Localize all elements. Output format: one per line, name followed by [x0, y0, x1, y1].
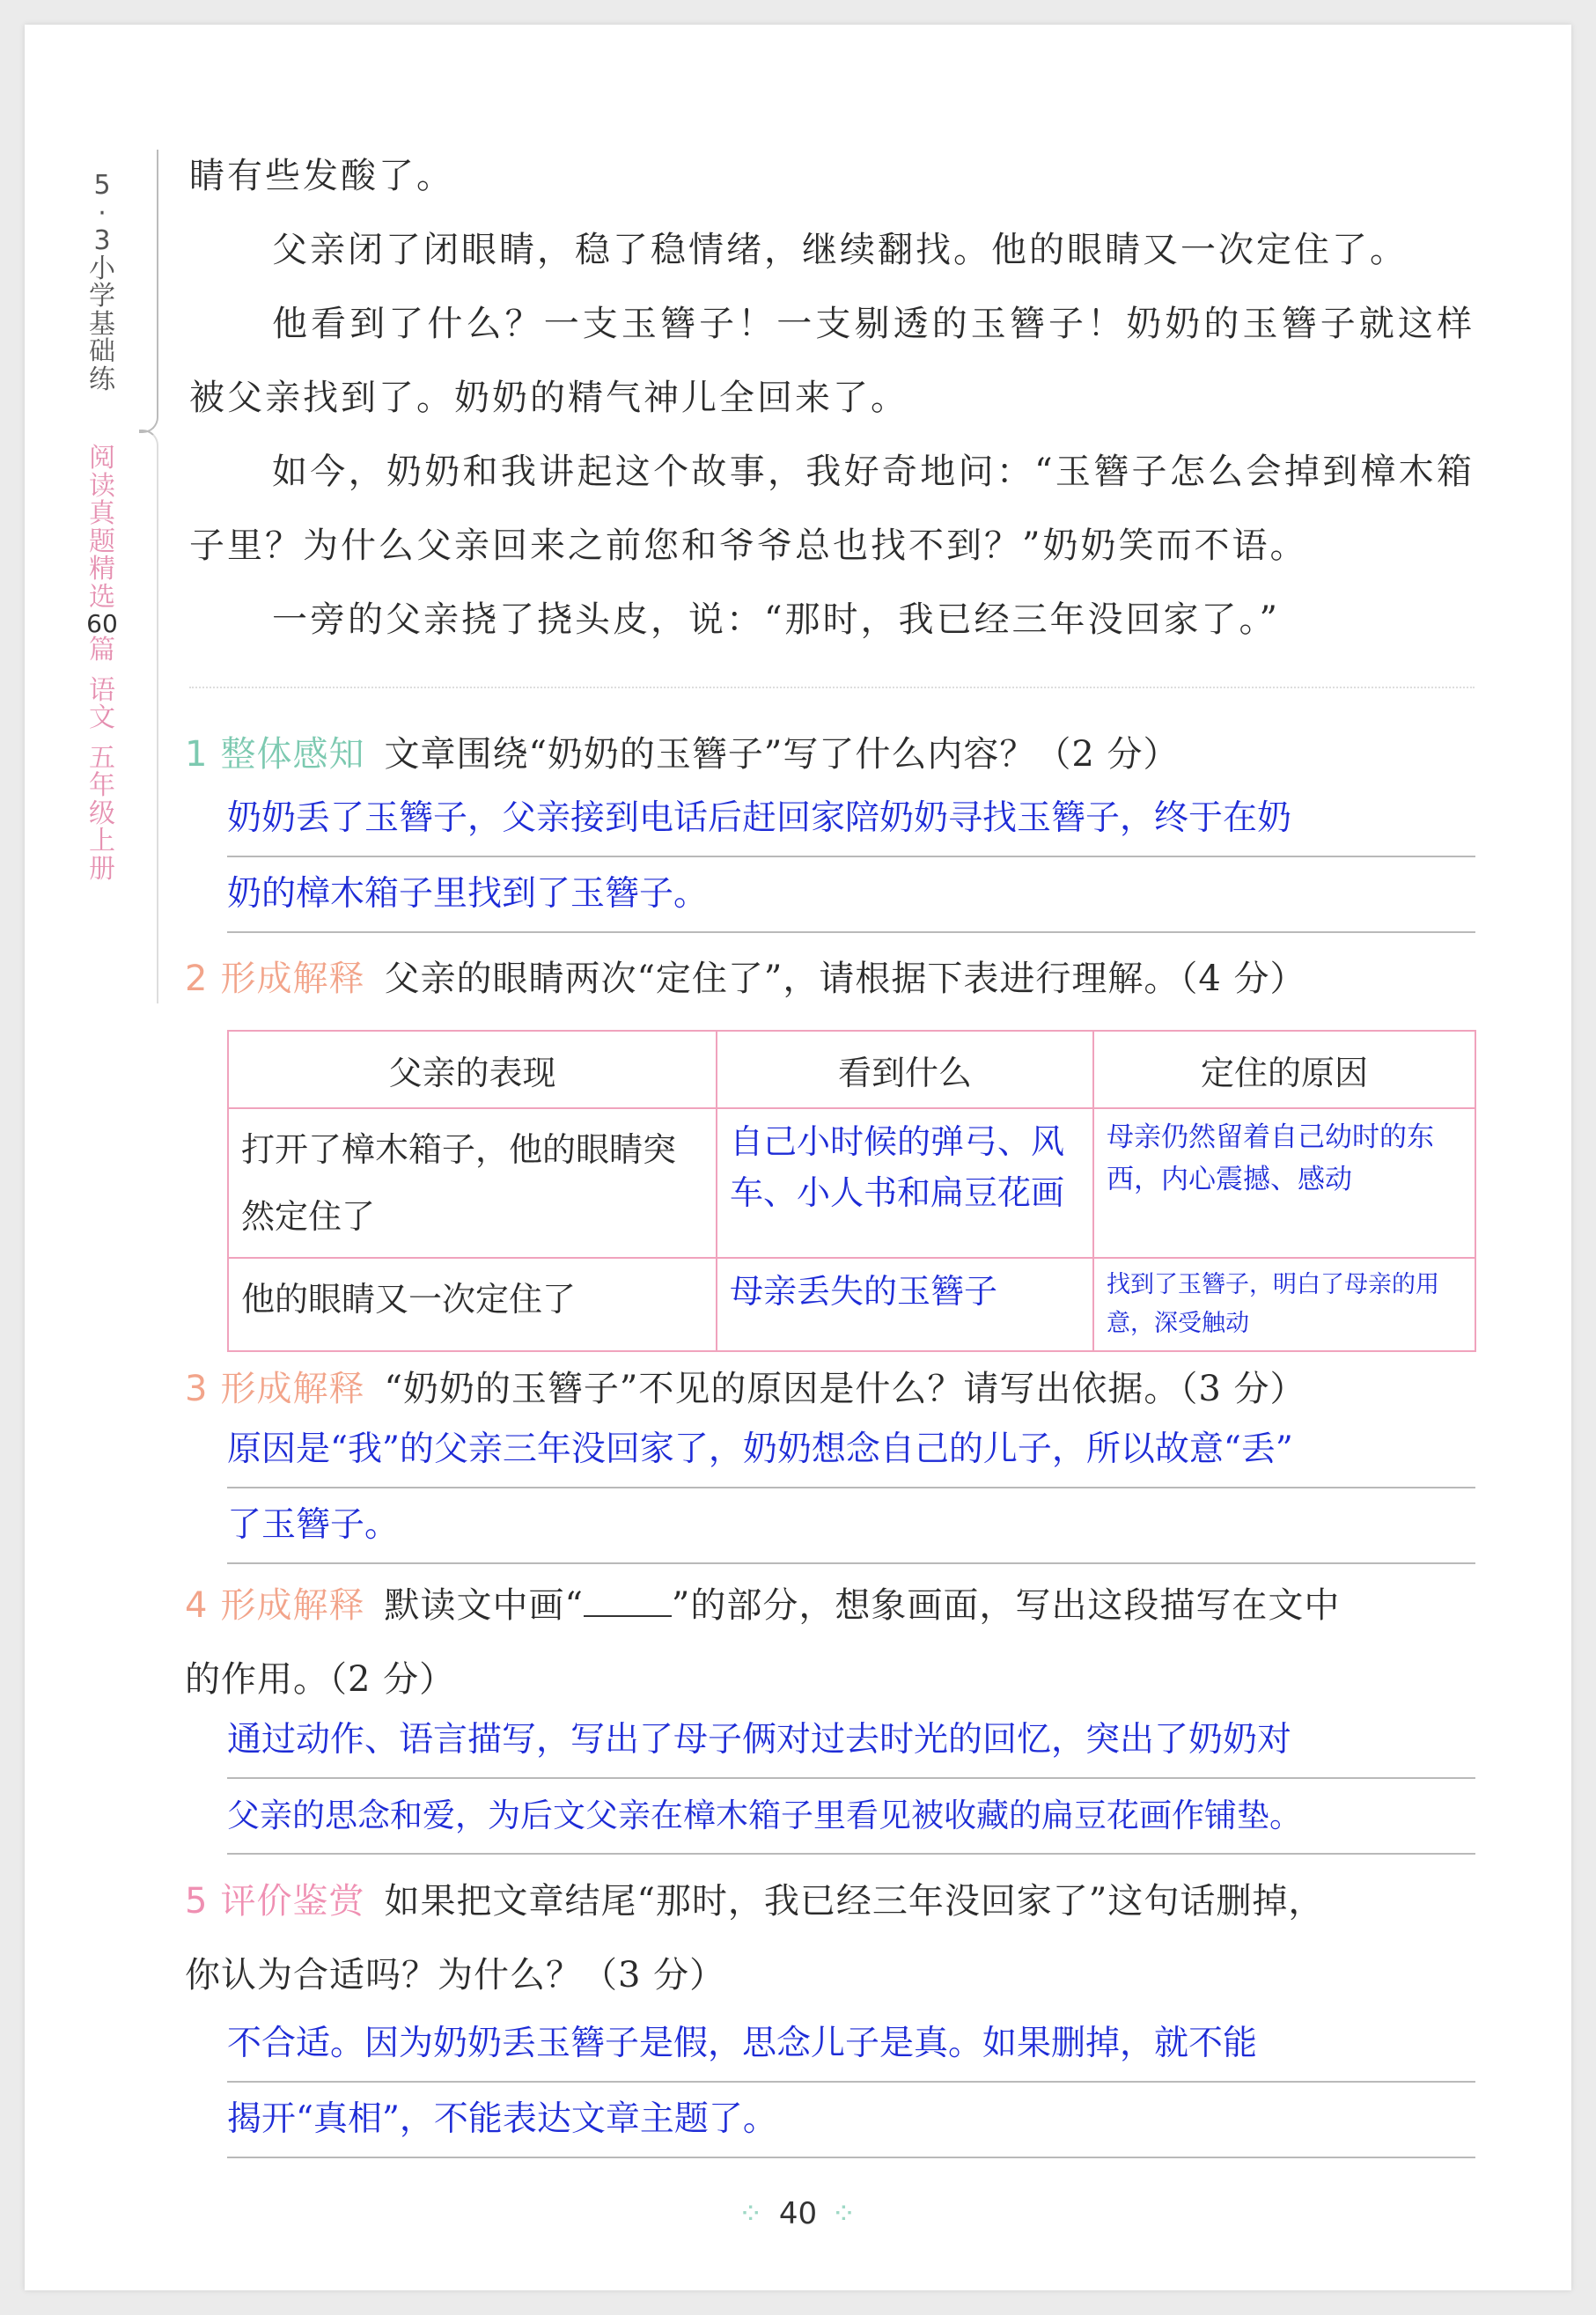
table-answer-cell: 母亲丢失的玉簪子: [717, 1258, 1093, 1351]
reading-passage: [189, 139, 1475, 657]
answer-line: 原因是“我”的父亲三年没回家了，奶奶想念自己的儿子，所以故意“丢”: [227, 1413, 1475, 1488]
passage-paragraph: 睛有些发酸了。: [189, 156, 454, 196]
answer-line: 奶奶丢了玉簪子，父亲接到电话后赶回家陪奶奶寻找玉簪子，终于在奶: [227, 782, 1475, 857]
answer-line: 父亲的思念和爱，为后文父亲在樟木箱子里看见被收藏的扁豆花画作铺垫。: [227, 1779, 1475, 1855]
answer-4: [227, 1703, 1475, 1855]
dots-left-icon: ⁘: [738, 2196, 765, 2231]
passage-paragraph: 如今，奶奶和我讲起这个故事，我好奇地问：“玉簪子怎么会掉到樟木箱子里？为什么父亲回来之前您和爷爷总也找不到？”奶奶笑而不语。: [189, 452, 1475, 566]
answer-3: [227, 1413, 1475, 1564]
question-text: ”的部分，想象画面，写出这段描写在文中: [671, 1585, 1341, 1626]
question-type: 形成解释: [220, 1585, 365, 1626]
question-type: 整体感知: [220, 734, 365, 775]
question-text: 你认为合适吗？为什么？（3 分）: [185, 1955, 726, 1995]
question-text: 父亲的眼睛两次“定住了”，请根据下表进行理解。（4 分）: [384, 959, 1306, 999]
answer-5: [227, 2007, 1475, 2158]
question-2: [185, 942, 1479, 1016]
passage-paragraph: 他看到了什么？一支玉簪子！一支剔透的玉簪子！奶奶的玉簪子就这样被父亲找到了。奶奶的精气神儿全回来了。: [189, 304, 1475, 418]
question-text: 默读文中画“: [384, 1585, 584, 1626]
series-char: 文: [89, 702, 115, 734]
brand-char: ·: [98, 197, 107, 229]
series-char: 读: [89, 470, 115, 502]
question-type: 评价鉴赏: [220, 1881, 365, 1922]
series-char: 阅: [89, 443, 115, 474]
table-header: 看到什么: [717, 1031, 1093, 1108]
section-divider: [189, 687, 1475, 688]
brand-char: 小: [89, 253, 115, 284]
series-brand: [85, 172, 120, 393]
brand-char: 3: [93, 225, 111, 256]
brand-char: 学: [89, 281, 115, 312]
table-header: 父亲的表现: [228, 1031, 717, 1108]
series-number: 60: [86, 609, 118, 638]
answer-line: 奶的樟木箱子里找到了玉簪子。: [227, 857, 1475, 933]
underline-blank: [584, 1580, 672, 1617]
brand-char: 5: [93, 170, 111, 201]
table-cell: 打开了樟木箱子，他的眼睛突然定住了: [228, 1108, 717, 1258]
answer-line: 揭开“真相”，不能表达文章主题了。: [227, 2083, 1475, 2158]
series-char: 上: [89, 826, 115, 857]
table-header-row: [228, 1031, 1475, 1108]
question-type: 形成解释: [220, 959, 365, 999]
question-text: 如果把文章结尾“那时，我已经三年没回家了”这句话删掉，: [384, 1881, 1325, 1922]
question-text: 文章围绕“奶奶的玉簪子”写了什么内容？（2 分）: [384, 734, 1180, 775]
answer-line: 不合适。因为奶奶丢玉簪子是假，思念儿子是真。如果删掉，就不能: [227, 2007, 1475, 2083]
series-char: 精: [89, 554, 115, 584]
series-char: 选: [89, 581, 115, 613]
analysis-table: [227, 1030, 1476, 1352]
table-row: [228, 1258, 1475, 1351]
table-answer-cell: 找到了玉簪子，明白了母亲的用意，深受触动: [1093, 1258, 1475, 1351]
question-number: 2: [185, 959, 209, 999]
series-char: 年: [89, 770, 115, 802]
table-row: [228, 1108, 1475, 1258]
passage-paragraph: 父亲闭了闭眼睛，稳了稳情绪，继续翻找。他的眼睛又一次定住了。: [272, 230, 1408, 270]
question-text: 的作用。（2 分）: [185, 1659, 456, 1700]
series-char: 篇: [89, 635, 115, 666]
answer-1: [227, 782, 1475, 933]
table-answer-cell: 母亲仍然留着自己幼时的东西，内心震撼、感动: [1093, 1108, 1475, 1258]
question-number: 3: [185, 1369, 209, 1409]
page-number-text: 40: [778, 2196, 818, 2231]
series-char: 真: [89, 498, 115, 529]
table-answer-cell: 自己小时候的弹弓、风车、小人书和扁豆花画: [717, 1108, 1093, 1258]
question-5: [185, 1864, 1479, 2012]
series-char: 级: [89, 797, 115, 829]
passage-paragraph: 一旁的父亲挠了挠头皮，说：“那时，我已经三年没回家了。”: [272, 599, 1280, 640]
brand-char: 础: [89, 336, 115, 367]
table-header: 定住的原因: [1093, 1031, 1475, 1108]
question-number: 5: [185, 1881, 209, 1922]
question-type: 形成解释: [220, 1369, 365, 1409]
series-char: 题: [89, 525, 115, 557]
table-cell: 他的眼睛又一次定住了: [228, 1258, 717, 1351]
question-text: “奶奶的玉簪子”不见的原因是什么？请写出依据。（3 分）: [384, 1369, 1306, 1409]
dots-right-icon: ⁘: [831, 2196, 858, 2231]
brand-char: 基: [89, 308, 115, 340]
answer-line: 了玉簪子。: [227, 1488, 1475, 1564]
series-char: 语: [89, 674, 115, 706]
answer-line: 通过动作、语言描写，写出了母子俩对过去时光的回忆，突出了奶奶对: [227, 1703, 1475, 1779]
sidebar-divider: [139, 430, 158, 1003]
page-number: [0, 2196, 1596, 2231]
sidebar-divider: [139, 150, 158, 433]
series-title: [85, 445, 120, 883]
question-number: 4: [185, 1585, 209, 1626]
brand-char: 练: [89, 364, 115, 395]
question-4: [185, 1569, 1479, 1716]
question-1: [185, 717, 1479, 791]
series-char: 五: [89, 742, 115, 774]
series-char: 册: [89, 853, 115, 885]
question-number: 1: [185, 734, 209, 775]
